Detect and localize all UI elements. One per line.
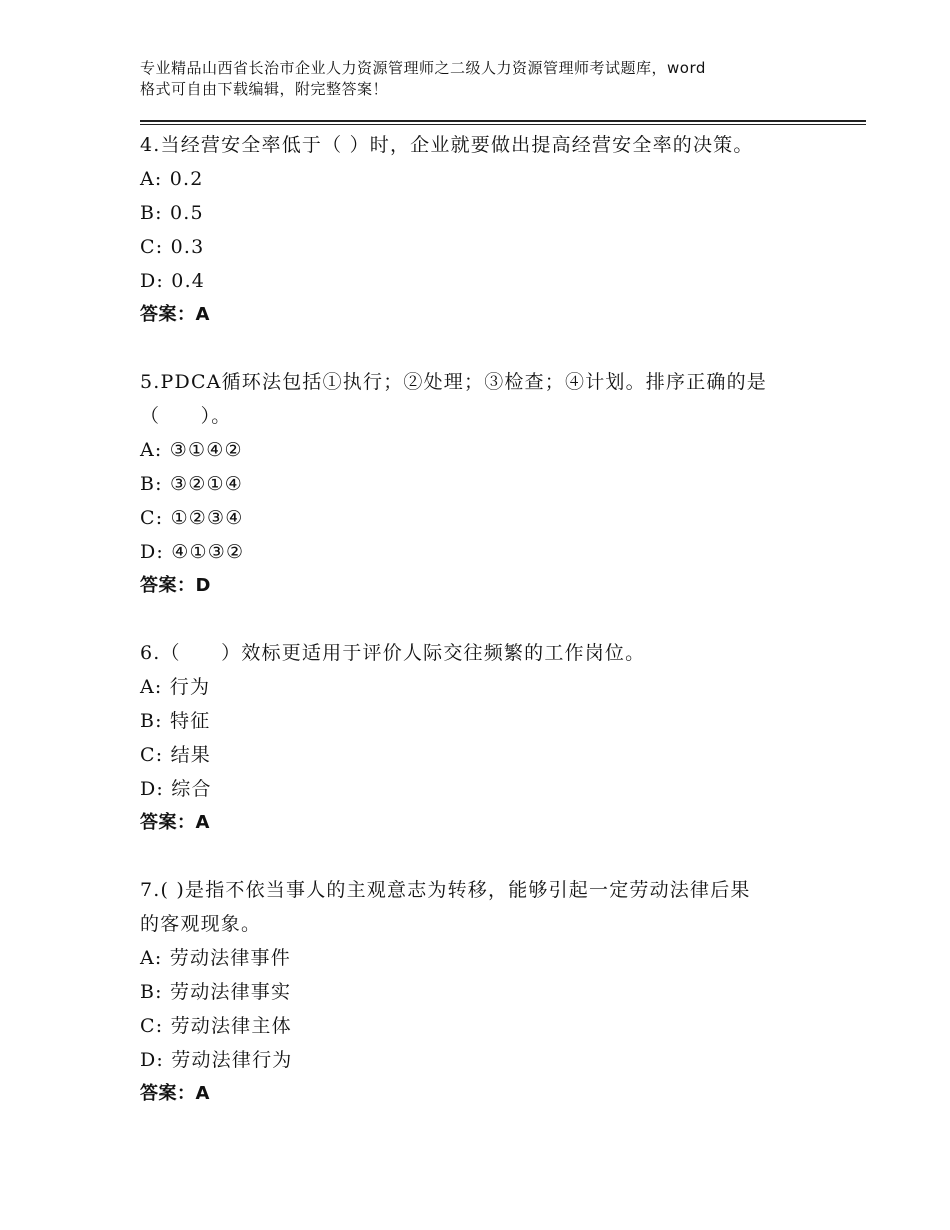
- question-stem: 7.( )是指不依当事人的主观意志为转移，能够引起一定劳动法律后果: [140, 879, 751, 901]
- answer-label: 答案：D: [140, 575, 211, 596]
- option-b: B: 特征: [140, 710, 211, 732]
- question-7: [140, 873, 840, 1111]
- option-a: A: 0.2: [140, 168, 204, 190]
- option-b: B: 0.5: [140, 202, 204, 224]
- document-header: [140, 58, 840, 100]
- question-5: [140, 365, 840, 603]
- option-c: C: ①②③④: [140, 507, 244, 529]
- question-stem: 6.（ ）效标更适用于评价人际交往频繁的工作岗位。: [140, 642, 646, 664]
- question-4: [140, 128, 840, 332]
- option-a: A: ③①④②: [140, 439, 243, 461]
- header-line-1: 专业精品山西省长治市企业人力资源管理师之二级人力资源管理师考试题库，word: [140, 59, 706, 77]
- option-d: D: 劳动法律行为: [140, 1049, 293, 1071]
- option-c: C: 劳动法律主体: [140, 1015, 292, 1037]
- header-rule-thin: [140, 124, 866, 125]
- question-list: [140, 128, 840, 1144]
- option-b: B: ③②①④: [140, 473, 243, 495]
- answer-label: 答案：A: [140, 812, 210, 833]
- question-stem-continued: （ ）。: [140, 405, 232, 427]
- option-a: A: 劳动法律事件: [140, 947, 291, 969]
- option-a: A: 行为: [140, 676, 211, 698]
- header-rule-thick: [140, 120, 866, 122]
- answer-label: 答案：A: [140, 304, 210, 325]
- question-stem: 4.当经营安全率低于（ ）时，企业就要做出提高经营安全率的决策。: [140, 134, 754, 156]
- question-6: [140, 636, 840, 840]
- option-c: C: 0.3: [140, 236, 205, 258]
- question-stem-continued: 的客观现象。: [140, 913, 262, 935]
- option-b: B: 劳动法律事实: [140, 981, 292, 1003]
- header-line-2: 格式可自由下载编辑，附完整答案！: [140, 80, 389, 98]
- option-d: D: ④①③②: [140, 541, 245, 563]
- answer-label: 答案：A: [140, 1083, 210, 1104]
- question-stem: 5.PDCA循环法包括①执行；②处理；③检查；④计划。排序正确的是: [140, 371, 768, 393]
- option-d: D: 0.4: [140, 270, 206, 292]
- option-d: D: 综合: [140, 778, 212, 800]
- option-c: C: 结果: [140, 744, 211, 766]
